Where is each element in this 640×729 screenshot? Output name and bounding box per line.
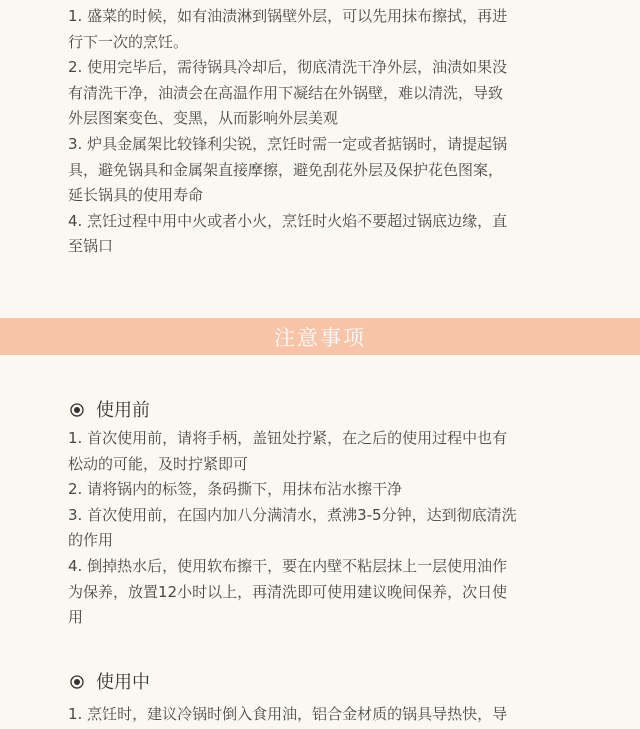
instruction-line: 4. 倒掉热水后，使用软布擦干，要在内壁不粘层抹上一层使用油作 <box>68 556 508 575</box>
instruction-line: 1. 烹饪时，建议冷锅时倒入食用油，铝合金材质的锅具导热快，导 <box>68 705 508 723</box>
instruction-line: 的作用 <box>68 531 114 550</box>
notice-banner <box>0 318 640 355</box>
before-use-title: 使用前 <box>96 400 150 421</box>
during-use-instructions <box>68 702 568 728</box>
top-instructions <box>68 4 568 260</box>
before-use-heading <box>70 396 150 422</box>
instruction-line: 外层图案变色、变黑，从而影响外层美观 <box>68 109 339 128</box>
instruction-line: 延长锅具的使用寿命 <box>68 186 204 205</box>
instruction-line: 3. 炉具金属架比较锋利尖锐，烹饪时需一定或者掂锅时，请提起锅 <box>68 134 508 153</box>
instruction-line: 为保养，放置12小时以上，再清洗即可使用建议晚间保养，次日使 <box>68 582 508 601</box>
instruction-line: 至锅口 <box>68 237 114 256</box>
instruction-line: 用 <box>68 608 84 627</box>
instruction-line: 行下一次的烹饪。 <box>68 32 189 51</box>
instruction-line: 有清洗干净，油渍会在高温作用下凝结在外锅壁，难以清洗，导致 <box>68 83 504 102</box>
during-use-title: 使用中 <box>96 672 150 693</box>
radio-bullet-icon <box>70 402 84 416</box>
instruction-line: 1. 首次使用前，请将手柄，盖钮处拧紧，在之后的使用过程中也有 <box>68 429 508 447</box>
instruction-line: 2. 请将锅内的标签，条码撕下，用抹布沾水擦干净 <box>68 480 403 499</box>
during-use-heading <box>70 668 150 694</box>
notice-title: 注意事项 <box>274 325 366 350</box>
instruction-line: 具，避免锅具和金属架直接摩擦，避免刮花外层及保护花色图案， <box>68 160 504 179</box>
instruction-line: 3. 首次使用前，在国内加八分满清水，煮沸3-5分钟，达到彻底清洗 <box>68 505 517 524</box>
radio-bullet-icon <box>70 674 84 688</box>
instruction-line: 2. 使用完毕后，需待锅具冷却后，彻底清洗干净外层，油渍如果没 <box>68 58 508 77</box>
instruction-line: 1. 盛菜的时候，如有油渍淋到锅壁外层，可以先用抹布擦拭，再进 <box>68 7 508 25</box>
before-use-instructions <box>68 426 568 631</box>
instruction-line: 松动的可能，及时拧紧即可 <box>68 454 249 473</box>
instruction-line: 4. 烹饪过程中用中火或者小火，烹饪时火焰不要超过锅底边缘，直 <box>68 211 508 230</box>
